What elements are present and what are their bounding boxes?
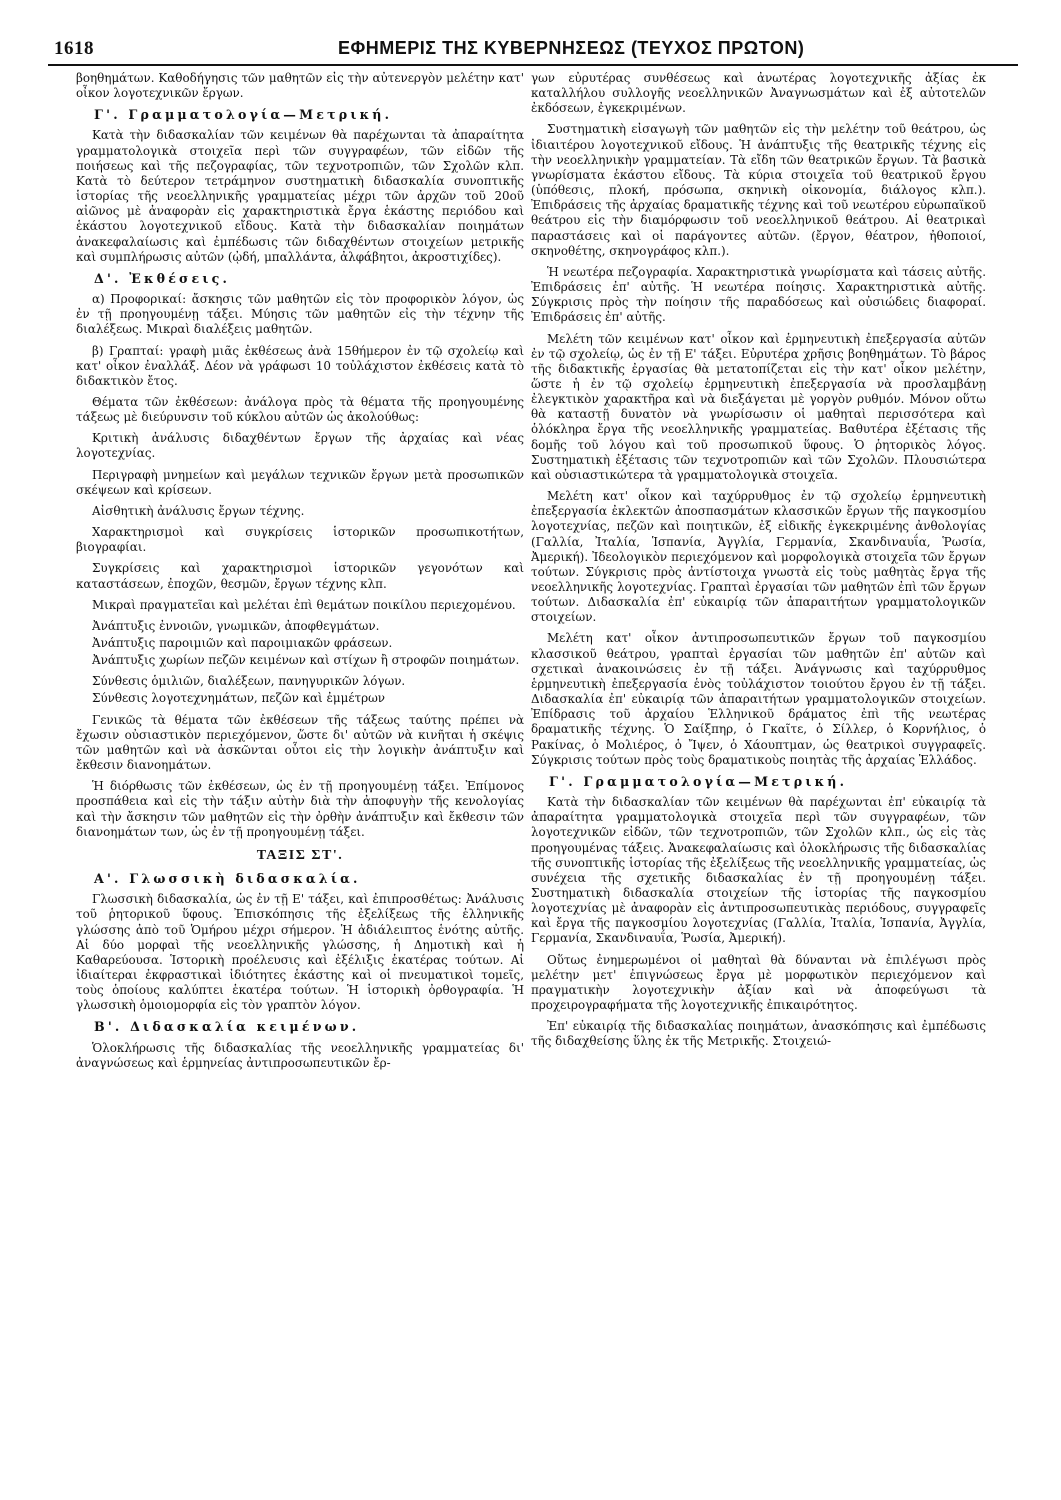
section-heading: Γ'. Γραμματολογία—Μετρική. <box>94 107 393 123</box>
paragraph: Κριτικὴ ἀνάλυσις διδαχθέντων ἔργων τῆς ἀρχαίας καὶ νέας λογοτεχνίας. <box>76 431 524 461</box>
paragraph: Γλωσσικὴ διδασκαλία, ὡς ἐν τῇ Ε' τάξει, καὶ ἐπιπροσθέτως: Ἀνάλυσις τοῦ ῥητορικοῦ ὕφους. Ἐπισκόπησις τῆς ἐξελίξεως τῆς ἑλληνικῆς γλώσσης ἀπὸ τοῦ Ὁμήρου μέχρι σήμερον. Ἡ ἀδιάλειπτος ἑνότης αὐτῆς. Αἱ δύο μορφαὶ τῆς νεοελληνικῆς γλώσσης, ἡ Δημοτικὴ καὶ ἡ Καθαρεύουσα. Ἱστορικὴ προέλευσις καὶ ἐξέλιξις ἑκατέρας τούτων. Αἱ ἰδιαίτεραι ἐκφραστικαὶ ἰδιότητες ἑκάστης καὶ οἱ πνευματικοὶ τομεῖς, τοὺς ὁποίους καλύπτει ἑκατέρα τούτων. Ἡ ἱστορικὴ ὀρθογραφία. Ἡ γλωσσικὴ ὁμοιομορφία εἰς τὸν γραπτὸν λόγον. <box>76 892 524 1013</box>
page-number: 1618 <box>54 38 94 59</box>
running-title: ΕΦΗΜΕΡΙΣ ΤΗΣ ΚΥΒΕΡΝΗΣΕΩΣ (ΤΕΥΧΟΣ ΠΡΩΤΟΝ) <box>338 38 805 58</box>
paragraph: γων εὐρυτέρας συνθέσεως καὶ ἀνωτέρας λογοτεχνικῆς ἀξίας ἐκ καταλλήλου συλλογῆς νεοελληνικῶν Ἀναγνωσμάτων καὶ ἐξ αὐτοτελῶν ἐκδόσεων, ἐγκεκριμένων. <box>531 71 986 116</box>
paragraph: Αἰσθητικὴ ἀνάλυσις ἔργων τέχνης. <box>92 503 305 518</box>
paragraph: Μελέτη κατ' οἶκον ἀντιπροσωπευτικῶν ἔργων τοῦ παγκοσμίου κλασσικοῦ θεάτρου, γραπταὶ ἐργασίαι τῶν μαθητῶν ἐπ' αὐτῶν καὶ σχετικαὶ ἀνακοινώσεις ἐν τῇ τάξει. Ἀνάγνωσις καὶ ταχύρρυθμος ἑρμηνευτικὴ ἐπεξεργασία ἑνὸς τοὐλάχιστον τοιούτου ἔργου ἐν τῇ τάξει. Διδασκαλία ἐπ' εὐκαιρίᾳ τῶν ἀπαραιτήτων γραμματολογικῶν στοιχείων. Ἐπίδρασις τοῦ ἀρχαίου Ἑλληνικοῦ δράματος ἐπὶ τῆς νεωτέρας δραματικῆς τέχνης. Ὁ Σαίξπηρ, ὁ Γκαῖτε, ὁ Σίλλερ, ὁ Κορνήλιος, ὁ Ρακίνας, ὁ Μολιέρος, ὁ Ἴψεν, ὁ Χάουπτμαν, ὡς θεατρικοὶ συγγραφεῖς. Σύγκρισις τούτων πρὸς τοὺς δραματικοὺς ποιητὰς τῆς ἀρχαίας Ἑλλάδος. <box>531 631 986 767</box>
left-column <box>76 71 524 1481</box>
paragraph: Κατὰ τὴν διδασκαλίαν τῶν κειμένων θὰ παρέχωνται τὰ ἀπαραίτητα γραμματολογικὰ στοιχεῖα περὶ τῶν συγγραφέων, τῶν εἰδῶν τῆς ποιήσεως καὶ τῆς πεζογραφίας, τῶν τεχνοτροπιῶν, τῶν Σχολῶν κλπ. Κατὰ τὸ δεύτερον τετράμηνον συστηματικὴ διδασκαλία συνοπτικῆς ἱστορίας τῆς νεοελληνικῆς γραμματείας μέχρι τῶν ἀρχῶν τοῦ 20οῦ αἰῶνος μὲ ἀναφορὰν εἰς χαρακτηριστικὰ ἔργα ἑκάστης περιόδου καὶ ἑκάστου λογοτεχνικοῦ εἴδους. Κατὰ τὴν διδασκαλίαν ποιημάτων ἀνακεφαλαίωσις καὶ ἐμπέδωσις τῶν διδαχθέντων στοιχείων μετρικῆς καὶ συμπλήρωσις αὐτῶν (ᾠδή, μπαλλάντα, ἀλφάβητοι, ἀκροστιχίδες). <box>76 128 524 264</box>
paragraph: Ἐπ' εὐκαιρίᾳ τῆς διδασκαλίας ποιημάτων, ἀνασκόπησις καὶ ἐμπέδωσις τῆς διδαχθείσης ὕλης ἐκ τῆς Μετρικῆς. Στοιχειώ- <box>531 1019 986 1049</box>
paragraph: Μελέτη τῶν κειμένων κατ' οἶκον καὶ ἑρμηνευτικὴ ἐπεξεργασία αὐτῶν ἐν τῷ σχολείῳ, ὡς ἐν τῇ Ε' τάξει. Εὐρυτέρα χρῆσις βοηθημάτων. Τὸ βάρος τῆς διδακτικῆς ἐργασίας θὰ μετατοπίζεται εἰς τὴν κατ' οἶκον μελέτην, ὥστε ἡ ἐν τῷ σχολείῳ ἑρμηνευτικὴ ἐπεξεργασία νὰ προσλαμβάνῃ ἐλεγκτικὸν χαρακτῆρα καὶ νὰ διεξάγεται μὲ γοργὸν ρυθμόν. Μόνον οὕτω θὰ καταστῇ δυνατὸν νὰ γνωρίσωσιν οἱ μαθηταὶ περισσότερα καὶ ὁλόκληρα ἔργα τῆς νεοελληνικῆς γραμματείας. Βαθυτέρα ἐξέτασις τῆς δομῆς τοῦ λόγου καὶ τοῦ προσωπικοῦ ὕφους. Ὁ ῥητορικὸς λόγος. Συστηματικὴ ἐξέτασις τῶν τεχνοτροπιῶν καὶ τῶν Σχολῶν. Πλουσιώτερα καὶ οὐσιαστικώτερα τὰ γραμματολογικὰ στοιχεῖα. <box>531 331 986 482</box>
header-rule <box>48 64 1018 66</box>
paragraph: Χαρακτηρισμοὶ καὶ συγκρίσεις ἱστορικῶν προσωπικοτήτων, βιογραφίαι. <box>76 525 524 555</box>
paragraph: Ἡ διόρθωσις τῶν ἐκθέσεων, ὡς ἐν τῇ προηγουμένῃ τάξει. Ἐπίμονος προσπάθεια καὶ εἰς τὴν τάξιν αὐτὴν διὰ τὴν ἀποφυγὴν τῆς κενολογίας καὶ τὴν ἄσκησιν τῶν μαθητῶν εἰς τὴν ὀρθὴν ἀνάπτυξιν καὶ ἔκθεσιν τῶν διανοημάτων των, ὡς ἐν τῇ προηγουμένῃ τάξει. <box>76 779 524 839</box>
paragraph: β) Γραπταί: γραφὴ μιᾶς ἐκθέσεως ἀνὰ 15θήμερον ἐν τῷ σχολείῳ καὶ κατ' οἶκον ἐναλλάξ. Δέον νὰ γράφωσι 10 τοὐλάχιστον ἐκθέσεις κατὰ τὸ διδακτικὸν ἔτος. <box>76 343 524 388</box>
paragraph: Συστηματικὴ εἰσαγωγὴ τῶν μαθητῶν εἰς τὴν μελέτην τοῦ θεάτρου, ὡς ἰδιαιτέρου λογοτεχνικοῦ εἴδους. Ἡ ἀνάπτυξις τῆς θεατρικῆς τέχνης εἰς τὴν νεοελληνικὴν γραμματείαν. Τὰ εἴδη τῶν θεατρικῶν ἔργων. Τὰ βασικὰ γνωρίσματα ἑκάστου εἴδους. Τὰ κύρια στοιχεῖα τοῦ θεατρικοῦ ἔργου (ὑπόθεσις, πλοκή, πρόσωπα, σκηνικὴ οἰκονομία, διάλογος κλπ.). Ἐπιδράσεις τῆς ἀρχαίας δραματικῆς τέχνης καὶ τοῦ νεωτέρου εὐρωπαϊκοῦ θεάτρου εἰς τὴν διαμόρφωσιν τοῦ νεοελληνικοῦ θεάτρου. Αἱ θεατρικαὶ παραστάσεις καὶ οἱ παράγοντες αὐτῶν. (ἔργον, θέατρον, ἠθοποιοί, σκηνοθέτης, σκηνογράφος κλπ.). <box>531 122 986 258</box>
paragraph: Συγκρίσεις καὶ χαρακτηρισμοὶ ἱστορικῶν γεγονότων καὶ καταστάσεων, ἐποχῶν, θεσμῶν, ἔργων τέχνης κλπ. <box>76 561 524 591</box>
paragraph: βοηθημάτων. Καθοδήγησις τῶν μαθητῶν εἰς τὴν αὐτενεργὸν μελέτην κατ' οἶκον λογοτεχνικῶν ἔργων. <box>76 71 524 101</box>
paragraph: Κατὰ τὴν διδασκαλίαν τῶν κειμένων θὰ παρέχωνται ἐπ' εὐκαιρίᾳ τὰ ἀπαραίτητα γραμματολογικὰ στοιχεῖα περὶ τῶν συγγραφέων, τῶν λογοτεχνικῶν εἰδῶν, τῶν τεχνοτροπιῶν, τῶν Σχολῶν κλπ., ὡς εἰς τὰς προηγουμένας τάξεις. Ἀνακεφαλαίωσις καὶ ὁλοκλήρωσις τῆς διδασκαλίας τῆς συνοπτικῆς ἱστορίας τῆς ἐξελίξεως τῆς νεοελληνικῆς γραμματείας, ὡς συνέχεια τῆς σχετικῆς διδασκαλίας ἐν τῇ προηγουμένῃ τάξει. Συστηματικὴ διδασκαλία στοιχείων τῆς ἱστορίας τῆς παγκοσμίου λογοτεχνίας μὲ ἀναφορὰν εἰς ἀντιπροσωπευτικὰς περιόδους, συγγραφεῖς καὶ ἔργα τῆς παγκοσμίου λογοτεχνίας (Γαλλία, Ἰταλία, Ἱσπανία, Ἀγγλία, Γερμανία, Σκανδιναυΐα, Ῥωσία, Ἀμερική). <box>531 795 986 946</box>
paragraph: Ὁλοκλήρωσις τῆς διδασκαλίας τῆς νεοελληνικῆς γραμματείας δι' ἀναγνώσεως καὶ ἑρμηνείας ἀντιπροσωπευτικῶν ἔρ- <box>76 1040 524 1070</box>
section-heading: Α'. Γλωσσικὴ διδασκαλία. <box>94 871 361 887</box>
list-item: Ἀνάπτυξις χωρίων πεζῶν κειμένων καὶ στίχων ἢ στροφῶν ποιημάτων. <box>92 653 520 668</box>
right-column <box>531 71 986 1481</box>
paragraph: Μικραὶ πραγματεῖαι καὶ μελέται ἐπὶ θεμάτων ποικίλου περιεχομένου. <box>92 597 516 612</box>
section-heading: Β'. Διδασκαλία κειμένων. <box>94 1019 360 1035</box>
paragraph: Θέματα τῶν ἐκθέσεων: ἀνάλογα πρὸς τὰ θέματα τῆς προηγουμένης τάξεως μὲ διεύρυνσιν τοῦ κύκλου αὐτῶν ὡς ἀκολούθως: <box>76 394 524 425</box>
class-heading: ΤΑΞΙΣ ΣΤ'. <box>256 847 344 863</box>
list-item: Σύνθεσις ὁμιλιῶν, διαλέξεων, πανηγυρικῶν λόγων. <box>92 674 406 689</box>
list-item: Ἀνάπτυξις ἐννοιῶν, γνωμικῶν, ἀποφθεγμάτων. <box>92 618 380 633</box>
paragraph: α) Προφορικαί: ἄσκησις τῶν μαθητῶν εἰς τὸν προφορικὸν λόγον, ὡς ἐν τῇ προηγουμένῃ τάξει. Μύησις τῶν μαθητῶν εἰς τὴν τέχνην τῆς διαλέξεως. Μικραὶ διαλέξεις μαθητῶν. <box>76 292 524 337</box>
paragraph: Μελέτη κατ' οἶκον καὶ ταχύρρυθμος ἐν τῷ σχολείῳ ἑρμηνευτικὴ ἐπεξεργασία ἐκλεκτῶν ἀποσπασμάτων κλασσικῶν ἔργων τῆς παγκοσμίου λογοτεχνίας, πεζῶν καὶ ποιητικῶν, ἐξ εἰδικῆς ἐγκεκριμένης ἀνθολογίας (Γαλλία, Ἰταλία, Ἱσπανία, Ἀγγλία, Γερμανία, Σκανδιναυΐα, Ῥωσία, Ἀμερική). Ἰδεολογικὸν περιεχόμενον καὶ μορφολογικὰ στοιχεῖα τῶν ἔργων τούτων. Σύγκρισις πρὸς ἀντίστοιχα γνωστὰ εἰς τοὺς μαθητὰς ἔργα τῆς νεοελληνικῆς λογοτεχνίας. Γραπταὶ ἐργασίαι τῶν μαθητῶν ἐπὶ τῶν ἔργων τούτων. Διδασκαλία ἐπ' εὐκαιρίᾳ τῶν ἀπαραιτήτων γραμματολογικῶν στοιχείων. <box>531 489 986 625</box>
paragraph: Περιγραφὴ μνημείων καὶ μεγάλων τεχνικῶν ἔργων μετὰ προσωπικῶν σκέψεων καὶ κρίσεων. <box>76 467 524 497</box>
paragraph: Γενικῶς τὰ θέματα τῶν ἐκθέσεων τῆς τάξεως ταύτης πρέπει νὰ ἔχωσιν οὐσιαστικὸν περιεχόμενον, ὥστε δι' αὐτῶν νὰ κινῆται ἡ σκέψις τῶν μαθητῶν καὶ νὰ ἀσκῶνται οὗτοι εἰς τὴν λογικὴν ἀνάπτυξιν καὶ ἔκθεσιν διανοημάτων. <box>76 712 524 773</box>
paragraph: Ἡ νεωτέρα πεζογραφία. Χαρακτηριστικὰ γνωρίσματα καὶ τάσεις αὐτῆς. Ἐπιδράσεις ἐπ' αὐτῆς. Ἡ νεωτέρα ποίησις. Χαρακτηριστικὰ αὐτῆς. Σύγκρισις πρὸς τὴν ποίησιν τῆς παραδόσεως καὶ οὐσιώδεις διαφοραί. Ἐπιδράσεις ἐπ' αὐτῆς. <box>531 264 986 325</box>
section-heading: Γ'. Γραμματολογία—Μετρική. <box>549 773 848 789</box>
section-heading: Δ'. Ἐκθέσεις. <box>94 270 231 286</box>
paragraph: Οὕτως ἐνημερωμένοι οἱ μαθηταὶ θὰ δύνανται νὰ ἐπιλέγωσι πρὸς μελέτην μετ' ἐπιγνώσεως ἔργα μὲ μορφωτικὸν περιεχόμενον καὶ πραγματικὴν λογοτεχνικὴν ἀξίαν καὶ νὰ ἀποφεύγωσι τὰ προχειρογραφήματα τῆς λογοτεχνικῆς ἐπικαιρότητος. <box>531 952 986 1013</box>
list-item: Σύνθεσις λογοτεχνημάτων, πεζῶν καὶ ἐμμέτρων <box>92 691 385 706</box>
list-item: Ἀνάπτυξις παροιμιῶν καὶ παροιμιακῶν φράσεων. <box>92 636 393 650</box>
page-header <box>48 34 1018 64</box>
